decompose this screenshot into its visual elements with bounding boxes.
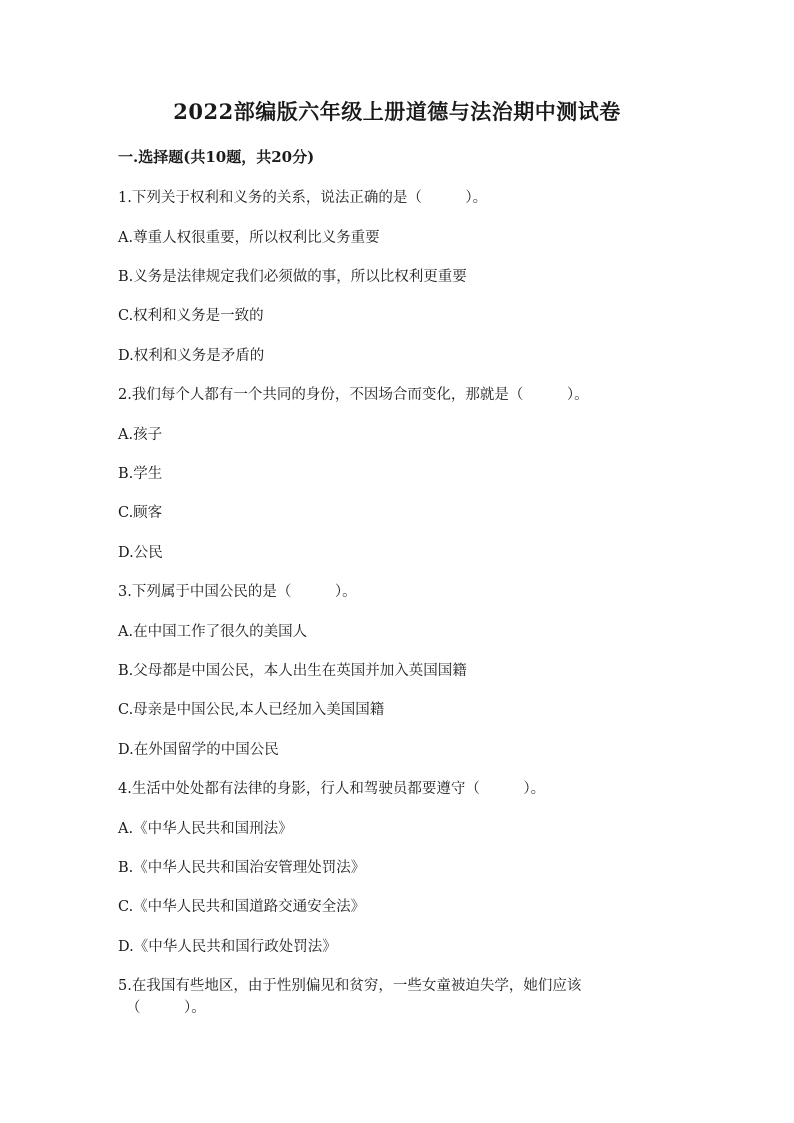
question-option: C.权利和义务是一致的	[118, 308, 264, 324]
question-option: A.在中国工作了很久的美国人	[118, 624, 308, 640]
question-option: B.父母都是中国公民，本人出生在英国并加入英国国籍	[118, 663, 467, 679]
question-option: C.母亲是中国公民,本人已经加入美国国籍	[118, 702, 385, 718]
question-option: B.义务是法律规定我们必须做的事，所以比权利更重要	[118, 269, 467, 285]
section-heading: 一.选择题(共10题，共20分)	[118, 148, 315, 166]
question-stem: 5.在我国有些地区，由于性别偏见和贫穷，一些女童被迫失学，她们应该	[118, 978, 582, 994]
question-option: B.学生	[118, 466, 163, 482]
question-option: C.《中华人民共和国道路交通安全法》	[118, 899, 366, 915]
question-option: D.公民	[118, 545, 163, 561]
question-stem: 4.生活中处处都有法律的身影，行人和驾驶员都要遵守（ ）。	[118, 781, 546, 797]
question-option: D.在外国留学的中国公民	[118, 742, 279, 758]
question-option: A.孩子	[118, 427, 163, 443]
question-option: D.权利和义务是矛盾的	[118, 348, 265, 364]
question-option: D.《中华人民共和国行政处罚法》	[118, 939, 337, 955]
question-stem: 1.下列关于权利和义务的关系，说法正确的是（ ）。	[118, 190, 488, 206]
question-option: A.尊重人权很重要，所以权利比义务重要	[118, 230, 380, 246]
question-stem: 2.我们每个人都有一个共同的身份，不因场合而变化，那就是（ ）。	[118, 387, 589, 403]
question-stem-continuation: （ ）。	[126, 1000, 206, 1016]
question-stem: 3.下列属于中国公民的是（ ）。	[118, 584, 357, 600]
question-option: C.顾客	[118, 505, 163, 521]
question-option: B.《中华人民共和国治安管理处罚法》	[118, 860, 366, 876]
question-option: A.《中华人民共和国刑法》	[118, 821, 293, 837]
page-title: 2022部编版六年级上册道德与法治期中测试卷	[173, 99, 621, 124]
